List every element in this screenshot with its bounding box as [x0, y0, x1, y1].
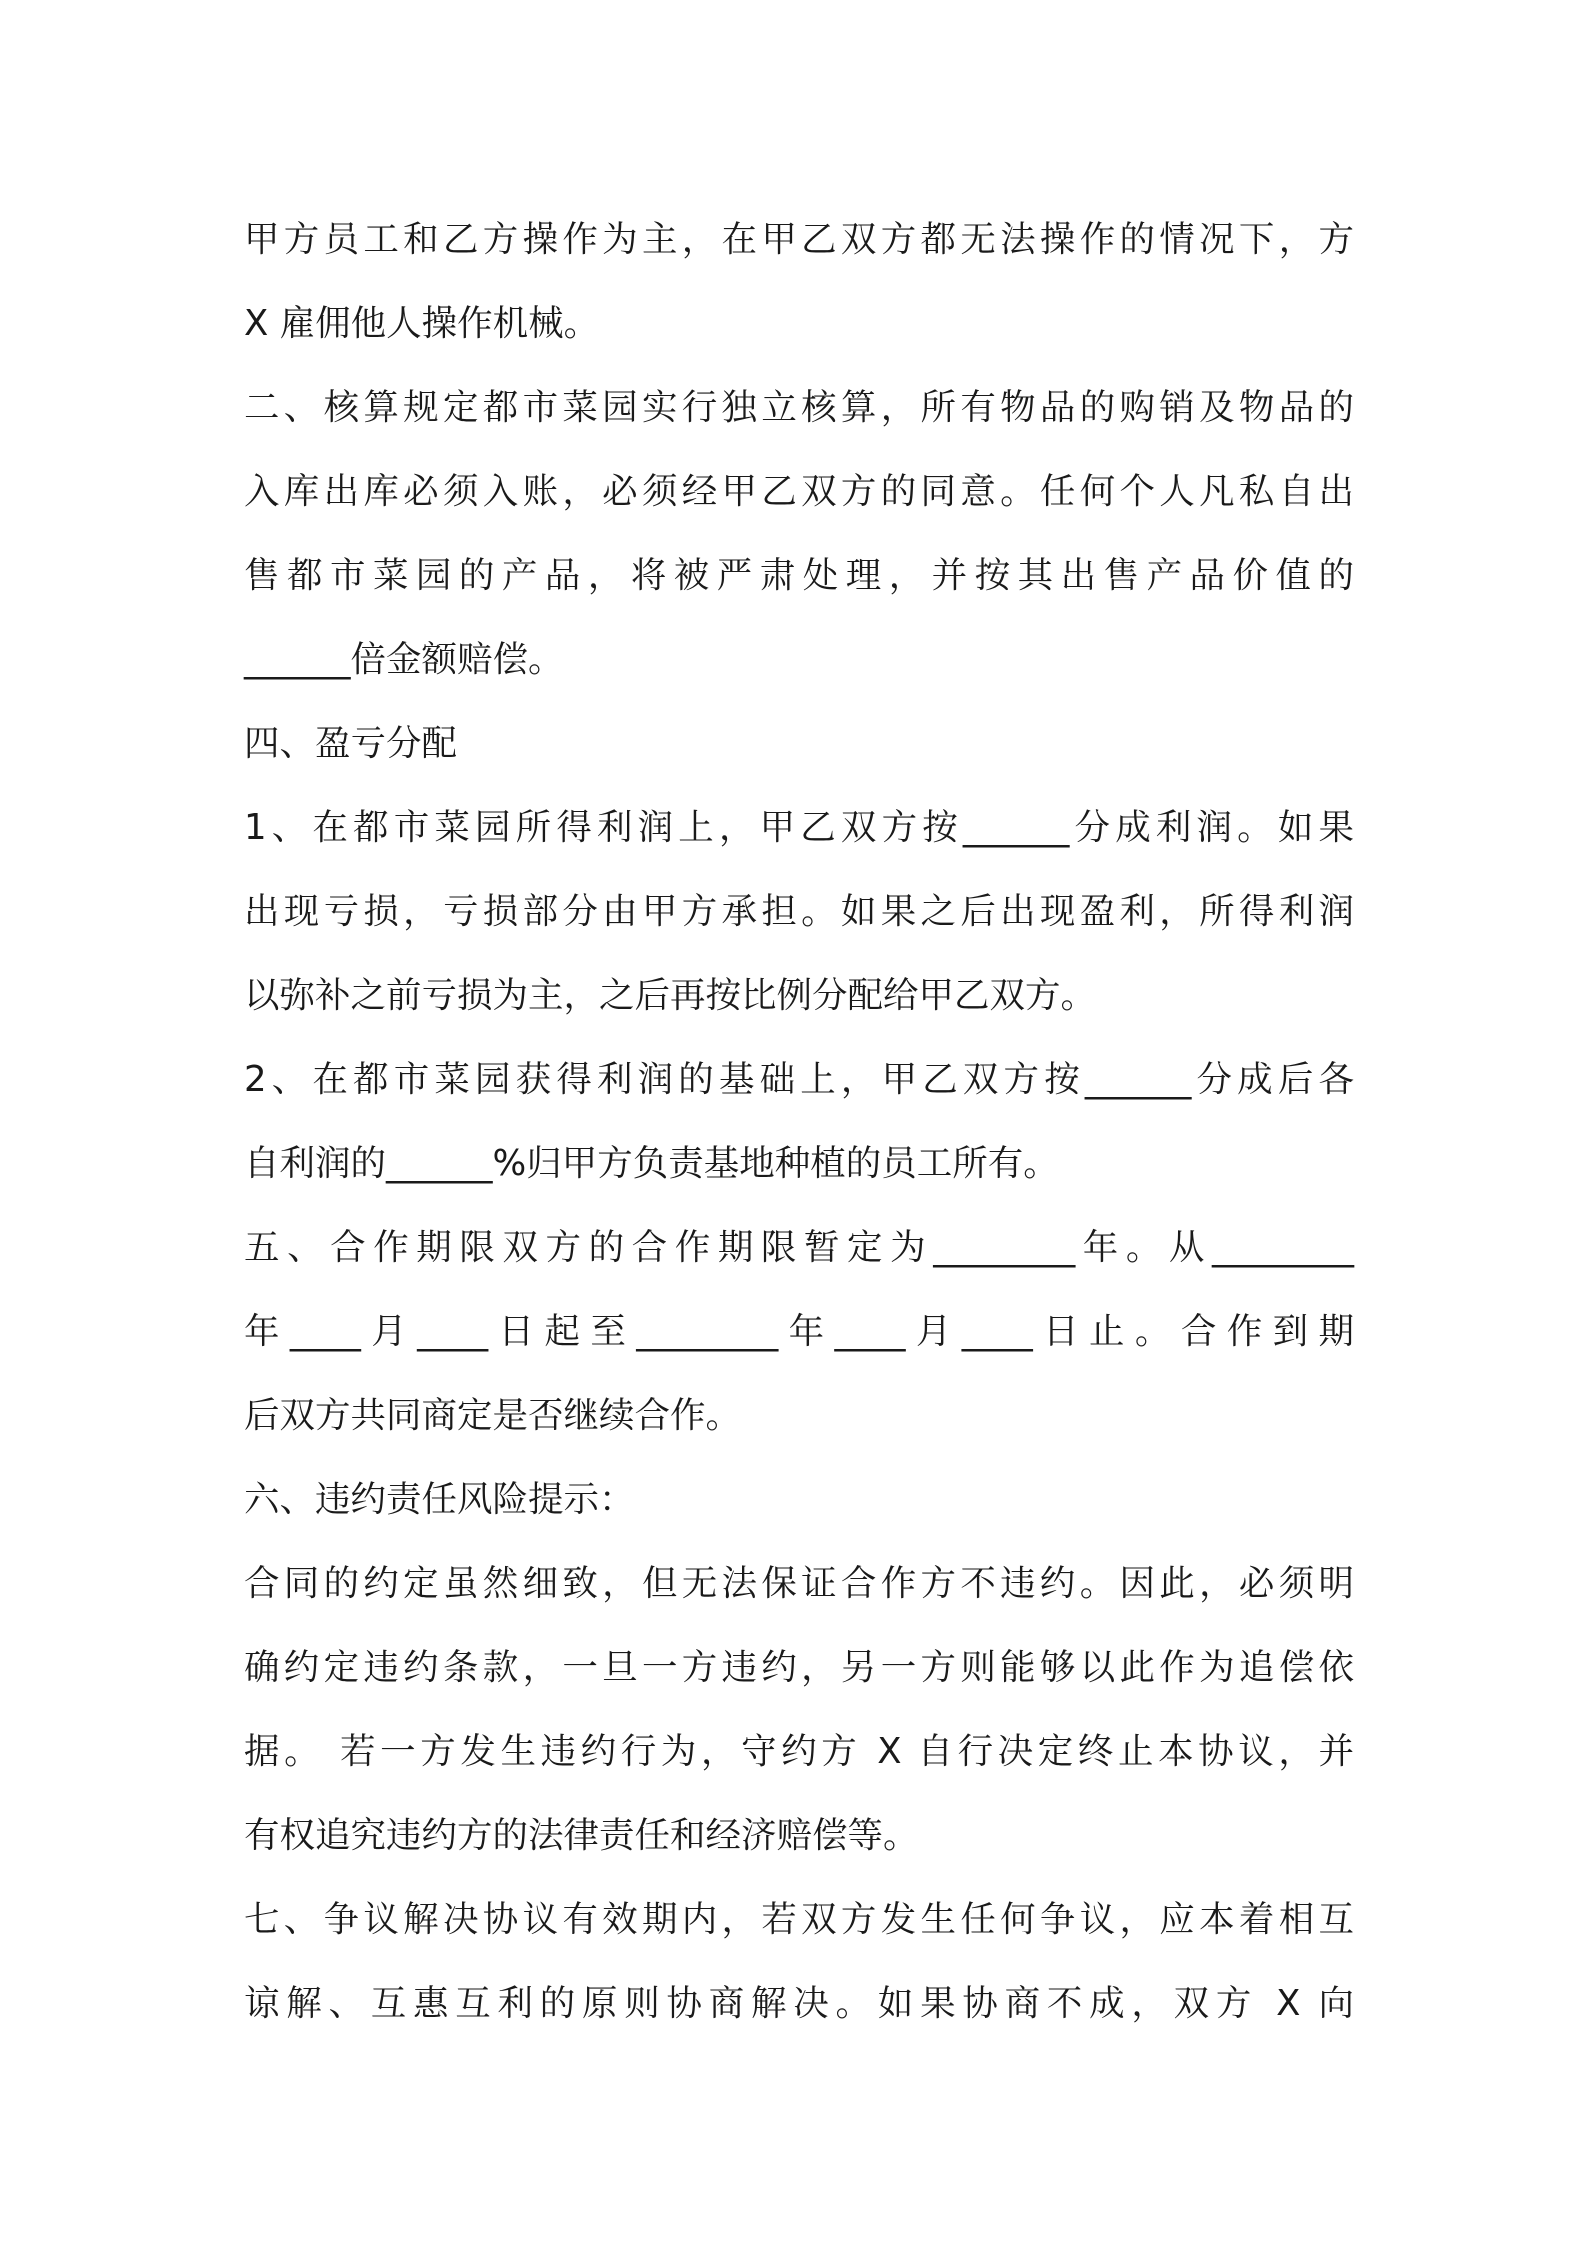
- text-line: 以弥补之前亏损为主，之后再按比例分配给甲乙双方。: [244, 975, 1097, 1016]
- text-line: 有权追究违约方的法律责任和经济赔偿等。: [244, 1815, 919, 1856]
- text-line: 五、合作期限双方的合作期限暂定为________年。从________: [244, 1227, 1354, 1268]
- text-line: 确约定违约条款，一旦一方违约，另一方则能够以此作为追偿依: [244, 1647, 1354, 1688]
- text-line: ______倍金额赔偿。: [244, 639, 564, 680]
- text-line: 七、争议解决协议有效期内，若双方发生任何争议，应本着相互: [244, 1899, 1354, 1940]
- text-line: 入库出库必须入账，必须经甲乙双方的同意。任何个人凡私自出: [244, 471, 1354, 512]
- text-line: 1、在都市菜园所得利润上，甲乙双方按______分成利润。如果: [244, 807, 1354, 848]
- document-body: [244, 198, 1354, 2046]
- section-heading: 六、违约责任风险提示：: [244, 1479, 635, 1520]
- text-line: 据。 若一方发生违约行为，守约方 X 自行决定终止本协议，并: [244, 1731, 1354, 1772]
- text-line: X 雇佣他人操作机械。: [244, 303, 600, 344]
- text-line: 谅解、互惠互利的原则协商解决。如果协商不成，双方 X 向: [244, 1983, 1354, 2024]
- text-line: 合同的约定虽然细致，但无法保证合作方不违约。因此，必须明: [244, 1563, 1354, 1604]
- text-line: 售都市菜园的产品，将被严肃处理，并按其出售产品价值的: [244, 555, 1354, 596]
- text-line: 后双方共同商定是否继续合作。: [244, 1395, 742, 1436]
- text-line: 2、在都市菜园获得利润的基础上，甲乙双方按______分成后各: [244, 1059, 1354, 1100]
- text-line: 二、核算规定都市菜园实行独立核算，所有物品的购销及物品的: [244, 387, 1354, 428]
- text-line: 年____月____日起至________年____月____日止。合作到期: [244, 1311, 1354, 1352]
- text-line: 甲方员工和乙方操作为主，在甲乙双方都无法操作的情况下，方: [244, 219, 1354, 260]
- section-heading: 四、盈亏分配: [244, 723, 458, 764]
- text-line: 出现亏损，亏损部分由甲方承担。如果之后出现盈利，所得利润: [244, 891, 1354, 932]
- text-line: 自利润的______%归甲方负责基地种植的员工所有。: [244, 1143, 1059, 1184]
